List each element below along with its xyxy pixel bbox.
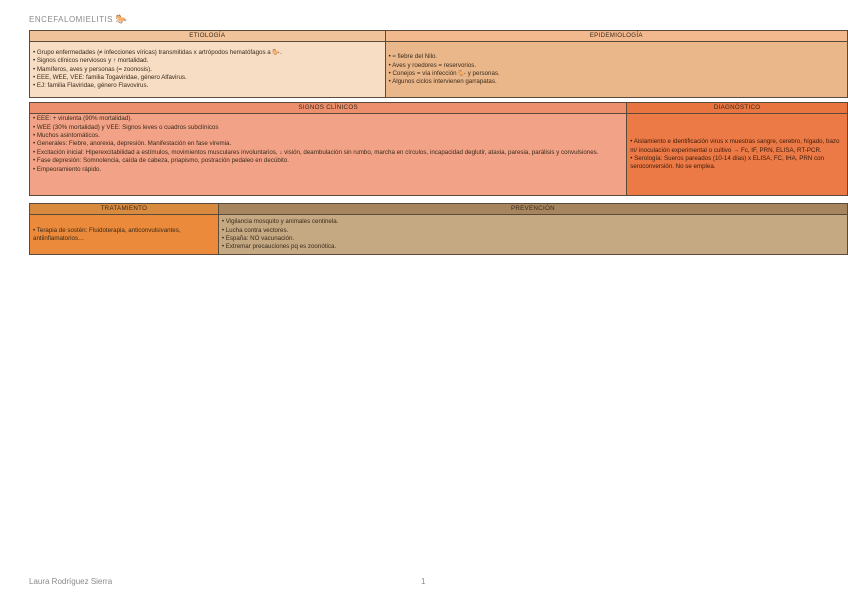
list-item: • España: NO vacunación. (222, 235, 844, 243)
list-item: • Fase depresión: Somnolencia, caída de cabeza, priapismo, postración pedaleo en decúbito. (33, 157, 623, 165)
epidemiologia-header: EPIDEMIOLOGÍA (385, 31, 847, 42)
list-item: • ≈ fiebre del Nilo. (389, 53, 844, 61)
epidemiologia-cell (385, 42, 847, 98)
tratamiento-header: TRATAMIENTO (30, 204, 219, 215)
list-item: • Signos clínicos nerviosos y ↑ mortalidad. (33, 57, 382, 65)
diagnostico-cell (627, 114, 848, 196)
list-item: • EEE: + virulenta (90% mortalidad). (33, 115, 623, 123)
list-item: • Extremar precauciones pq es zoonótica. (222, 243, 844, 251)
list-item: • Empeoramiento rápido. (33, 166, 623, 174)
tratamiento-cell (30, 215, 219, 255)
signos-cell (30, 114, 627, 196)
list-item: • Algunos ciclos intervienen garrapatas. (389, 78, 844, 86)
signos-diagnostico-table (29, 102, 848, 196)
list-item: • Aves y roedores = reservorios. (389, 62, 844, 70)
list-item: • Terapia de sostén: Fluidoterapia, anticonvulsivantes, antiinflamatorios… (33, 227, 215, 244)
page-title (29, 14, 127, 25)
list-item: • Serología: Sueros pareados (10-14 días) x ELISA, FC, IHA, PRN con seroconversión. No se emplea. (630, 155, 844, 172)
list-item: • Mamíferos, aves y personas (= zoonosis). (33, 66, 382, 74)
etiologia-epidemiologia-table (29, 30, 848, 98)
horse-icon: 🐎 (115, 14, 128, 24)
list-item: • Grupo enfermedades (≠ infecciones víricas) transmitidas x artrópodos hematófagos a 🐎. (33, 49, 382, 57)
list-item: • Conejos = vía infección 🐎 y personas. (389, 70, 844, 78)
list-item: • Lucha contra vectores. (222, 227, 844, 235)
list-item: • Excitación inicial: Hiperexcitabilidad a estímulos, movimientos musculares involuntarios, ↓ visión, deambulación sin rumbo, marcha en círculos, incapacidad deglutir, ataxia, paresia, parálisis y convulsiones. (33, 149, 623, 157)
etiologia-cell (30, 42, 386, 98)
list-item: • EJ: familia Flaviridae, género Flavovirus. (33, 82, 382, 90)
tratamiento-prevencion-table (29, 203, 848, 255)
list-item: • Generales: Fiebre, anorexia, depresión. Manifestación en fase viremia. (33, 140, 623, 148)
page-title-text: ENCEFALOMIELITIS (29, 15, 114, 24)
footer-author: Laura Rodríguez Sierra (29, 577, 113, 586)
page-number: 1 (421, 577, 426, 586)
signos-header: SIGNOS CLÍNICOS (30, 103, 627, 114)
prevencion-cell (218, 215, 847, 255)
list-item: • Vigilancia mosquito y animales centinela. (222, 218, 844, 226)
etiologia-header: ETIOLOGÍA (30, 31, 386, 42)
list-item: • Aislamiento e identificación virus x muestras sangre, cerebro, hígado, bazo m/ inoculación experimental o cultivo → Fc, IF, PRN, ELISA, RT-PCR. (630, 138, 844, 155)
list-item: • WEE (30% mortalidad) y VEE: Signos leves o cuadros subclínicos (33, 124, 623, 132)
list-item: • EEE, WEE, VEE: familia Togaviridae, género Alfavirus. (33, 74, 382, 82)
list-item: • Muchos asintomáticos. (33, 132, 623, 140)
diagnostico-header: DIAGNÓSTICO (627, 103, 848, 114)
prevencion-header: PREVENCIÓN (218, 204, 847, 215)
